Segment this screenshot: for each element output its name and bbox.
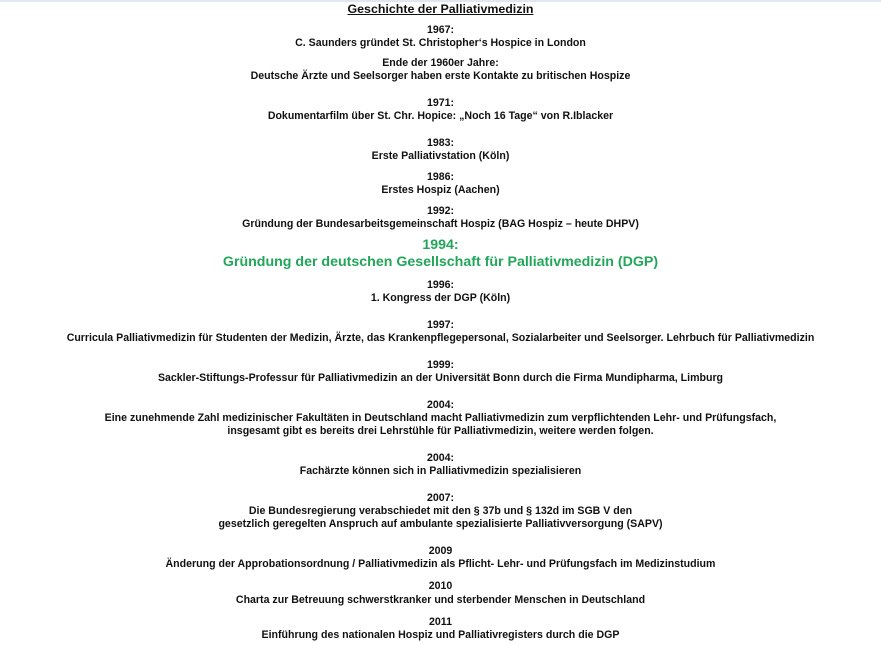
entry-2010-year: 2010 (428, 580, 453, 592)
entry-2004a-text-1: Eine zunehmende Zahl medizinischer Fakultäten in Deutschland macht Palliativmedizin zum verpflichtenden Lehr- und Prüfungsfach, (104, 412, 777, 424)
entry-1983-text: Erste Palliativstation (Köln) (371, 150, 510, 162)
entry-1983-year: 1983: (426, 137, 455, 149)
entry-2004b-year: 2004: (426, 452, 455, 464)
entry-2004a-year: 2004: (426, 399, 455, 411)
entry-1999-text: Sackler-Stiftungs-Professur für Palliativmedizin an der Universität Bonn durch die Firma Mundipharma, Limburg (157, 372, 724, 384)
entry-1999-year: 1999: (426, 359, 455, 371)
entry-2009-year: 2009 (428, 545, 453, 557)
entry-1992-year: 1992: (426, 205, 455, 217)
entry-1960s-year: Ende der 1960er Jahre: (382, 57, 499, 69)
entry-1994-text: Gründung der deutschen Gesellschaft für Palliativmedizin (DGP) (222, 254, 659, 270)
entry-1997-text: Curricula Palliativmedizin für Studenten der Medizin, Ärzte, das Krankenpflegepersonal, Sozialarbeiter und Seelsorger. Lehrbuch für Palliativmedizin (66, 332, 815, 344)
entry-2009-text: Änderung der Approbationsordnung / Palliativmedizin als Pflicht- Lehr- und Prüfungsfach im Medizinstudium (165, 558, 716, 570)
entry-1971-text: Dokumentarfilm über St. Chr. Hopice: „Noch 16 Tage“ von R.Iblacker (267, 110, 614, 122)
page-title: Geschichte der Palliativmedizin (347, 2, 534, 16)
entry-1960s-text: Deutsche Ärzte und Seelsorger haben erste Kontakte zu britischen Hospize (250, 70, 631, 82)
entry-1967-text: C. Saunders gründet St. Christopher‘s Hospice in London (295, 37, 586, 49)
entry-1996-text: 1. Kongress der DGP (Köln) (370, 292, 511, 304)
entry-2011-text: Einführung des nationalen Hospiz und Palliativregisters durch die DGP (261, 629, 620, 641)
entry-2011-year: 2011 (429, 616, 452, 628)
entry-1986-year: 1986: (426, 171, 455, 183)
entry-2007-text-1: Die Bundesregierung verabschiedet mit den § 37b und § 132d im SGB V den (248, 505, 633, 517)
entry-1996-year: 1996: (426, 279, 455, 291)
entry-2004a-text-2: insgesamt gibt es bereits drei Lehrstühle für Palliativmedizin, weitere werden folgen. (227, 425, 654, 437)
entry-1994-year: 1994: (422, 237, 459, 253)
entry-1967-year: 1967: (426, 24, 455, 36)
entry-1997-year: 1997: (426, 319, 455, 331)
entry-2004b-text: Fachärzte können sich in Palliativmedizin spezialisieren (299, 465, 582, 477)
entry-2010-text: Charta zur Betreuung schwerstkranker und sterbender Menschen in Deutschland (235, 594, 646, 606)
entry-1992-text: Gründung der Bundesarbeitsgemeinschaft Hospiz (BAG Hospiz – heute DHPV) (242, 218, 639, 230)
entry-1986-text: Erstes Hospiz (Aachen) (381, 184, 500, 196)
entry-1971-year: 1971: (426, 97, 455, 109)
entry-2007-text-2: gesetzlich geregelten Anspruch auf ambulante spezialisierte Palliativversorgung (SAPV) (218, 518, 663, 530)
entry-2007-year: 2007: (426, 492, 455, 504)
